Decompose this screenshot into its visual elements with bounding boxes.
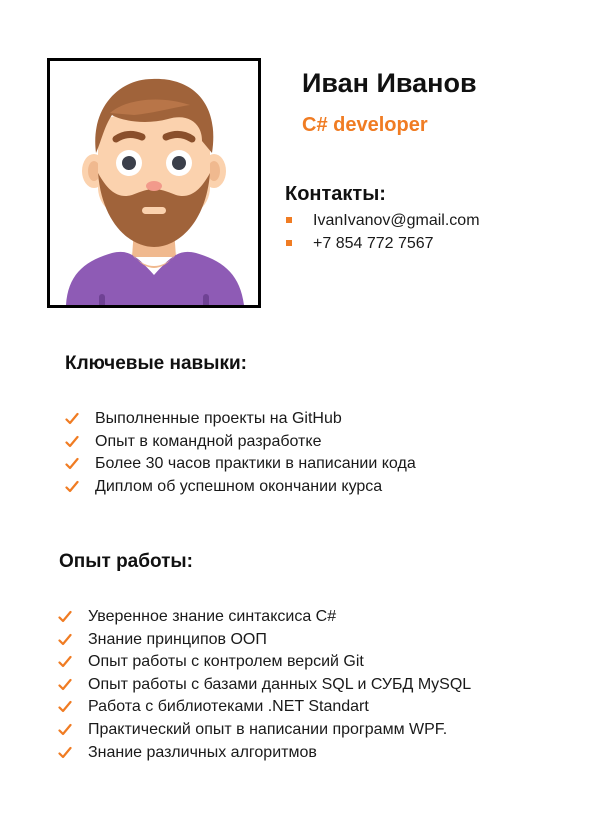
checkmark-icon (58, 678, 72, 692)
checkmark-icon (58, 633, 72, 647)
checkmark-icon (65, 435, 79, 449)
list-item (65, 408, 416, 431)
experience-text: Опыт работы с контролем версий Git (88, 653, 364, 671)
experience-text: Знание принципов ООП (88, 630, 267, 648)
experience-text: Практический опыт в написании программ WPF. (88, 720, 448, 738)
checkmark-icon (58, 700, 72, 714)
list-item (65, 431, 416, 454)
checkmark-icon (65, 480, 79, 494)
contacts-heading: Контакты: (285, 183, 386, 205)
list-item (65, 476, 416, 499)
avatar-illustration (50, 61, 258, 305)
list-item (58, 696, 471, 719)
list-item (58, 651, 471, 674)
experience-heading: Опыт работы: (59, 551, 193, 572)
skill-text: Более 30 часов практики в написании кода (95, 455, 416, 473)
list-item (58, 674, 471, 697)
contact-phone[interactable] (285, 232, 480, 255)
experience-text: Знание различных алгоритмов (88, 743, 317, 761)
square-bullet-icon (286, 240, 292, 246)
checkmark-icon (65, 457, 79, 471)
checkmark-icon (58, 723, 72, 737)
checkmark-icon (65, 412, 79, 426)
skill-text: Диплом об успешном окончании курса (95, 477, 383, 495)
contacts-list (285, 209, 480, 255)
contact-email[interactable] (285, 209, 480, 232)
candidate-name: Иван Иванов (302, 68, 477, 98)
experience-text: Опыт работы с базами данных SQL и СУБД MySQL (88, 675, 472, 693)
skills-heading: Ключевые навыки: (65, 353, 247, 374)
profile-photo (47, 58, 261, 308)
skill-text: Выполненные проекты на GitHub (95, 410, 342, 427)
square-bullet-icon (286, 217, 292, 223)
skill-text: Опыт в командной разработке (95, 432, 322, 450)
experience-list (58, 606, 471, 764)
experience-text: Уверенное знание синтаксиса C# (88, 608, 337, 625)
contact-phone-text: +7 854 772 7567 (313, 235, 434, 252)
list-item (58, 742, 471, 765)
checkmark-icon (58, 610, 72, 624)
skills-list (65, 408, 416, 498)
list-item (58, 629, 471, 652)
candidate-role: C# developer (302, 114, 428, 136)
list-item (58, 719, 471, 742)
list-item (65, 453, 416, 476)
list-item (58, 606, 471, 629)
checkmark-icon (58, 655, 72, 669)
contact-email-text: IvanIvanov@gmail.com (313, 212, 480, 229)
experience-text: Работа с библиотеками .NET Standart (88, 698, 369, 716)
checkmark-icon (58, 746, 72, 760)
